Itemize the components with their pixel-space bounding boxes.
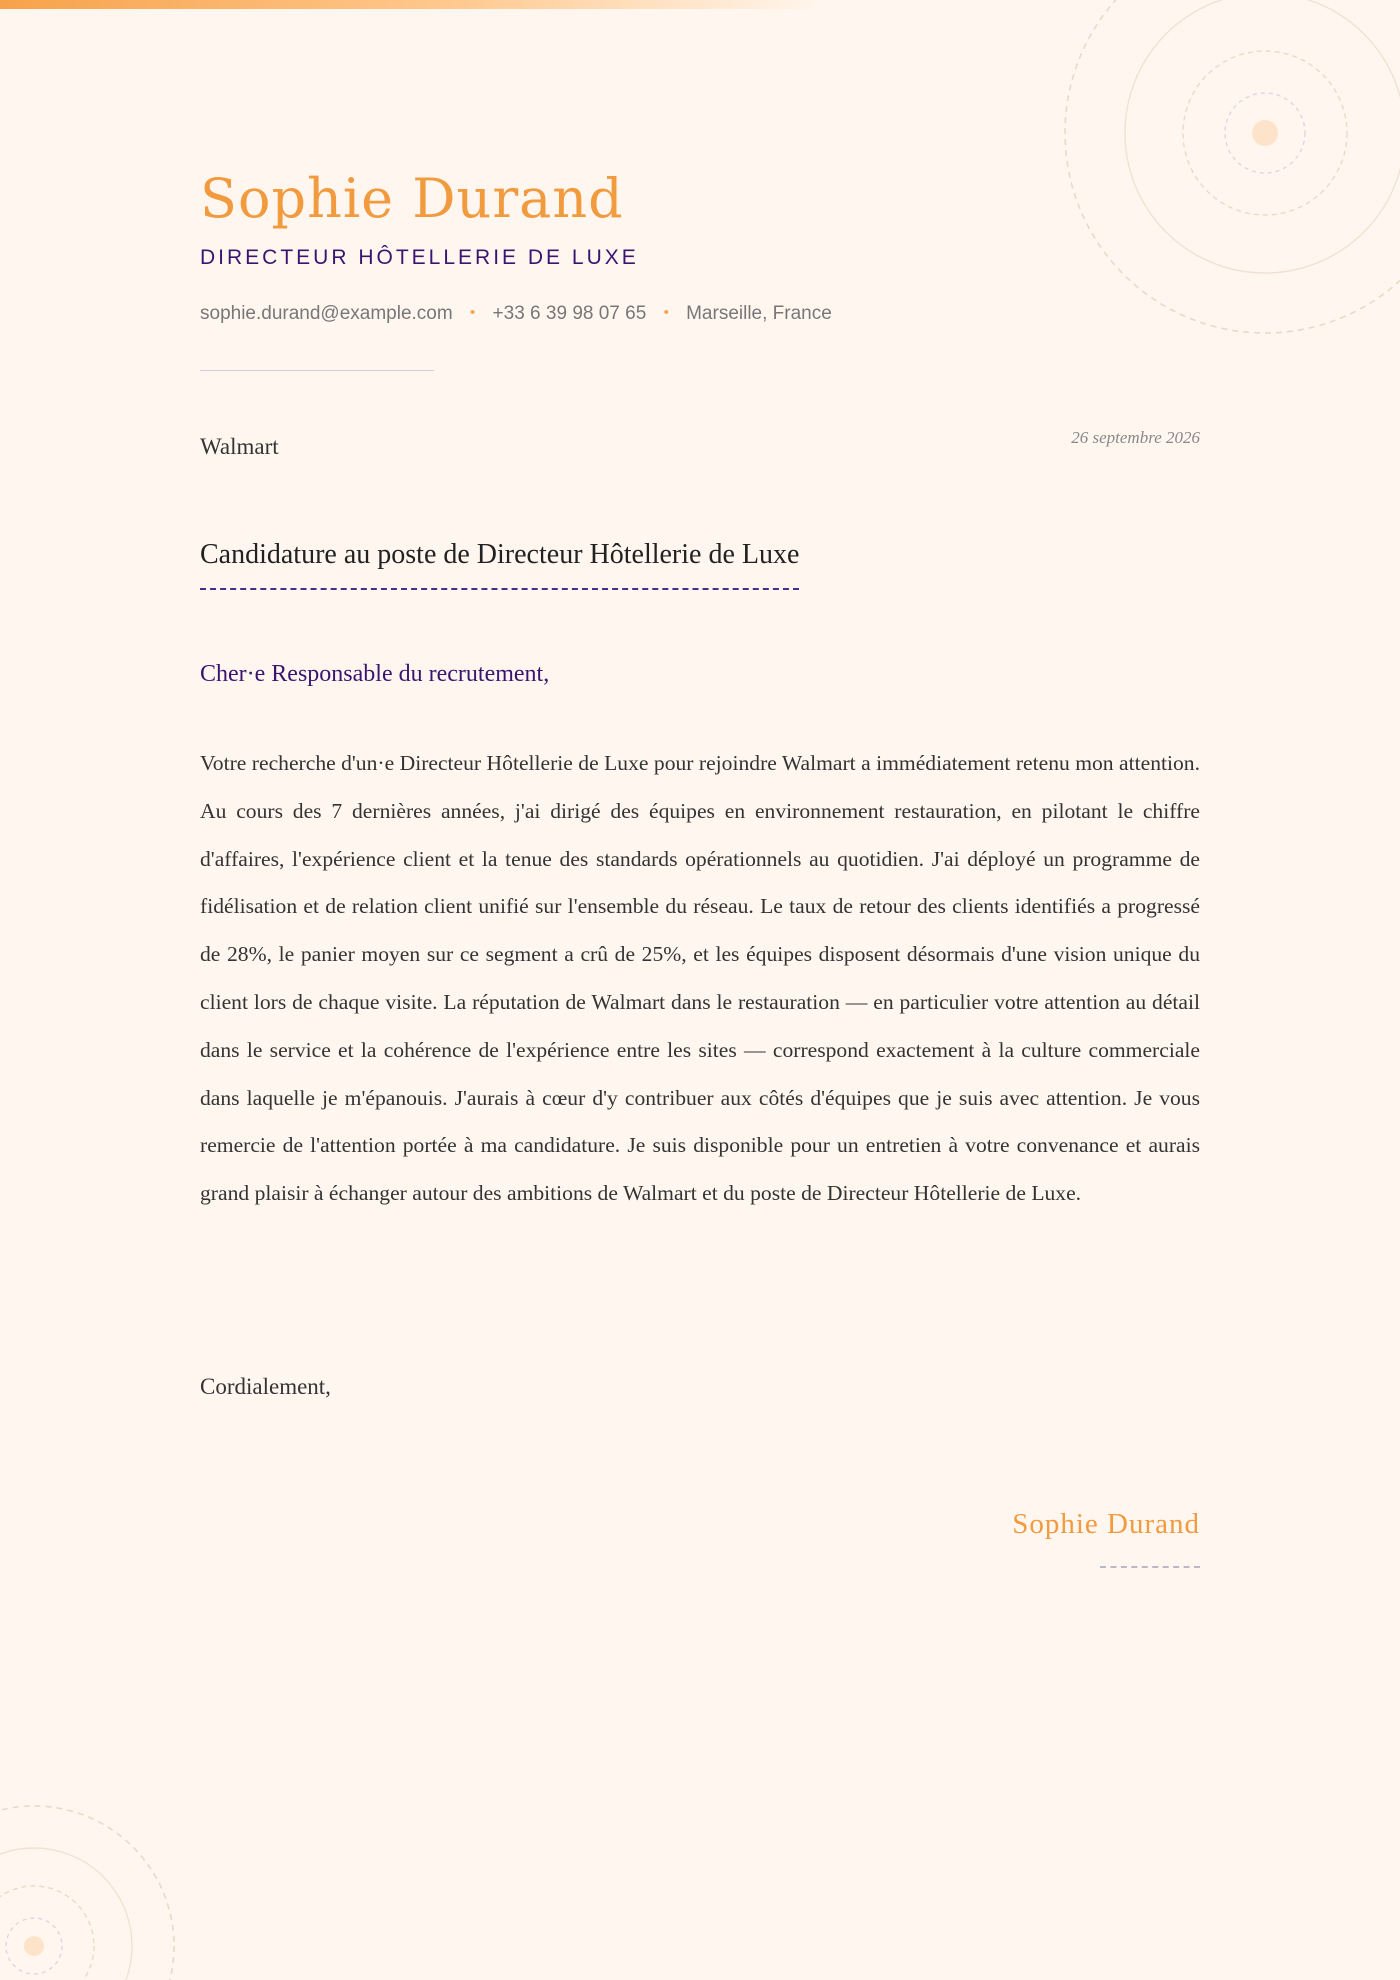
salutation: Cher·e Responsable du recrutement, — [200, 661, 550, 687]
sender-phone: +33 6 39 98 07 65 — [492, 303, 647, 324]
header-divider — [200, 370, 434, 371]
sender-email: sophie.durand@example.com — [200, 303, 453, 324]
signature: Sophie Durand — [1012, 1508, 1200, 1540]
letter-date: 26 septembre 2026 — [1071, 428, 1200, 447]
cover-letter — [200, 0, 1200, 1980]
sender-job-title: DIRECTEUR HÔTELLERIE DE LUXE — [200, 246, 639, 269]
signature-underline — [1100, 1566, 1200, 1568]
contact-info — [200, 301, 832, 328]
contact-separator: • — [470, 304, 476, 321]
letter-body: Votre recherche d'un·e Directeur Hôtellerie de Luxe pour rejoindre Walmart a immédiatement retenu mon attention. Au cours des 7 dernières années, j'ai dirigé des équipes en environnement restauration, en pilotant le chiffre d'affaires, l'expérience client et la tenue des standards opérationnels au quotidien. J'ai déployé un programme de fidélisation et de relation client unifié sur l'ensemble du réseau. Le taux de retour des clients identifiés a progressé de 28%, le panier moyen sur ce segment a crû de 25%, et les équipes disposent désormais d'une vision unique du client lors de chaque visite. La réputation de Walmart dans le restauration — en particulier votre attention au détail dans le service et la cohérence de l'expérience entre les sites — correspond exactement à la culture commerciale dans laquelle je m'épanouis. J'aurais à cœur d'y contribuer aux côtés d'équipes que je suis avec attention. Je vous remercie de l'attention portée à ma candidature. Je suis disponible pour un entretien à votre convenance et aurais grand plaisir à échanger autour des ambitions de Walmart et du poste de Directeur Hôtellerie de Luxe. — [200, 751, 1200, 1206]
sender-name: Sophie Durand — [200, 167, 624, 230]
contact-separator: • — [663, 304, 669, 321]
sender-location: Marseille, France — [686, 303, 832, 324]
concentric-circles-ornament-small — [0, 1790, 190, 1980]
recipient-company: Walmart — [200, 434, 279, 459]
letter-subject: Candidature au poste de Directeur Hôtellerie de Luxe — [200, 536, 799, 590]
closing: Cordialement, — [200, 1374, 331, 1399]
